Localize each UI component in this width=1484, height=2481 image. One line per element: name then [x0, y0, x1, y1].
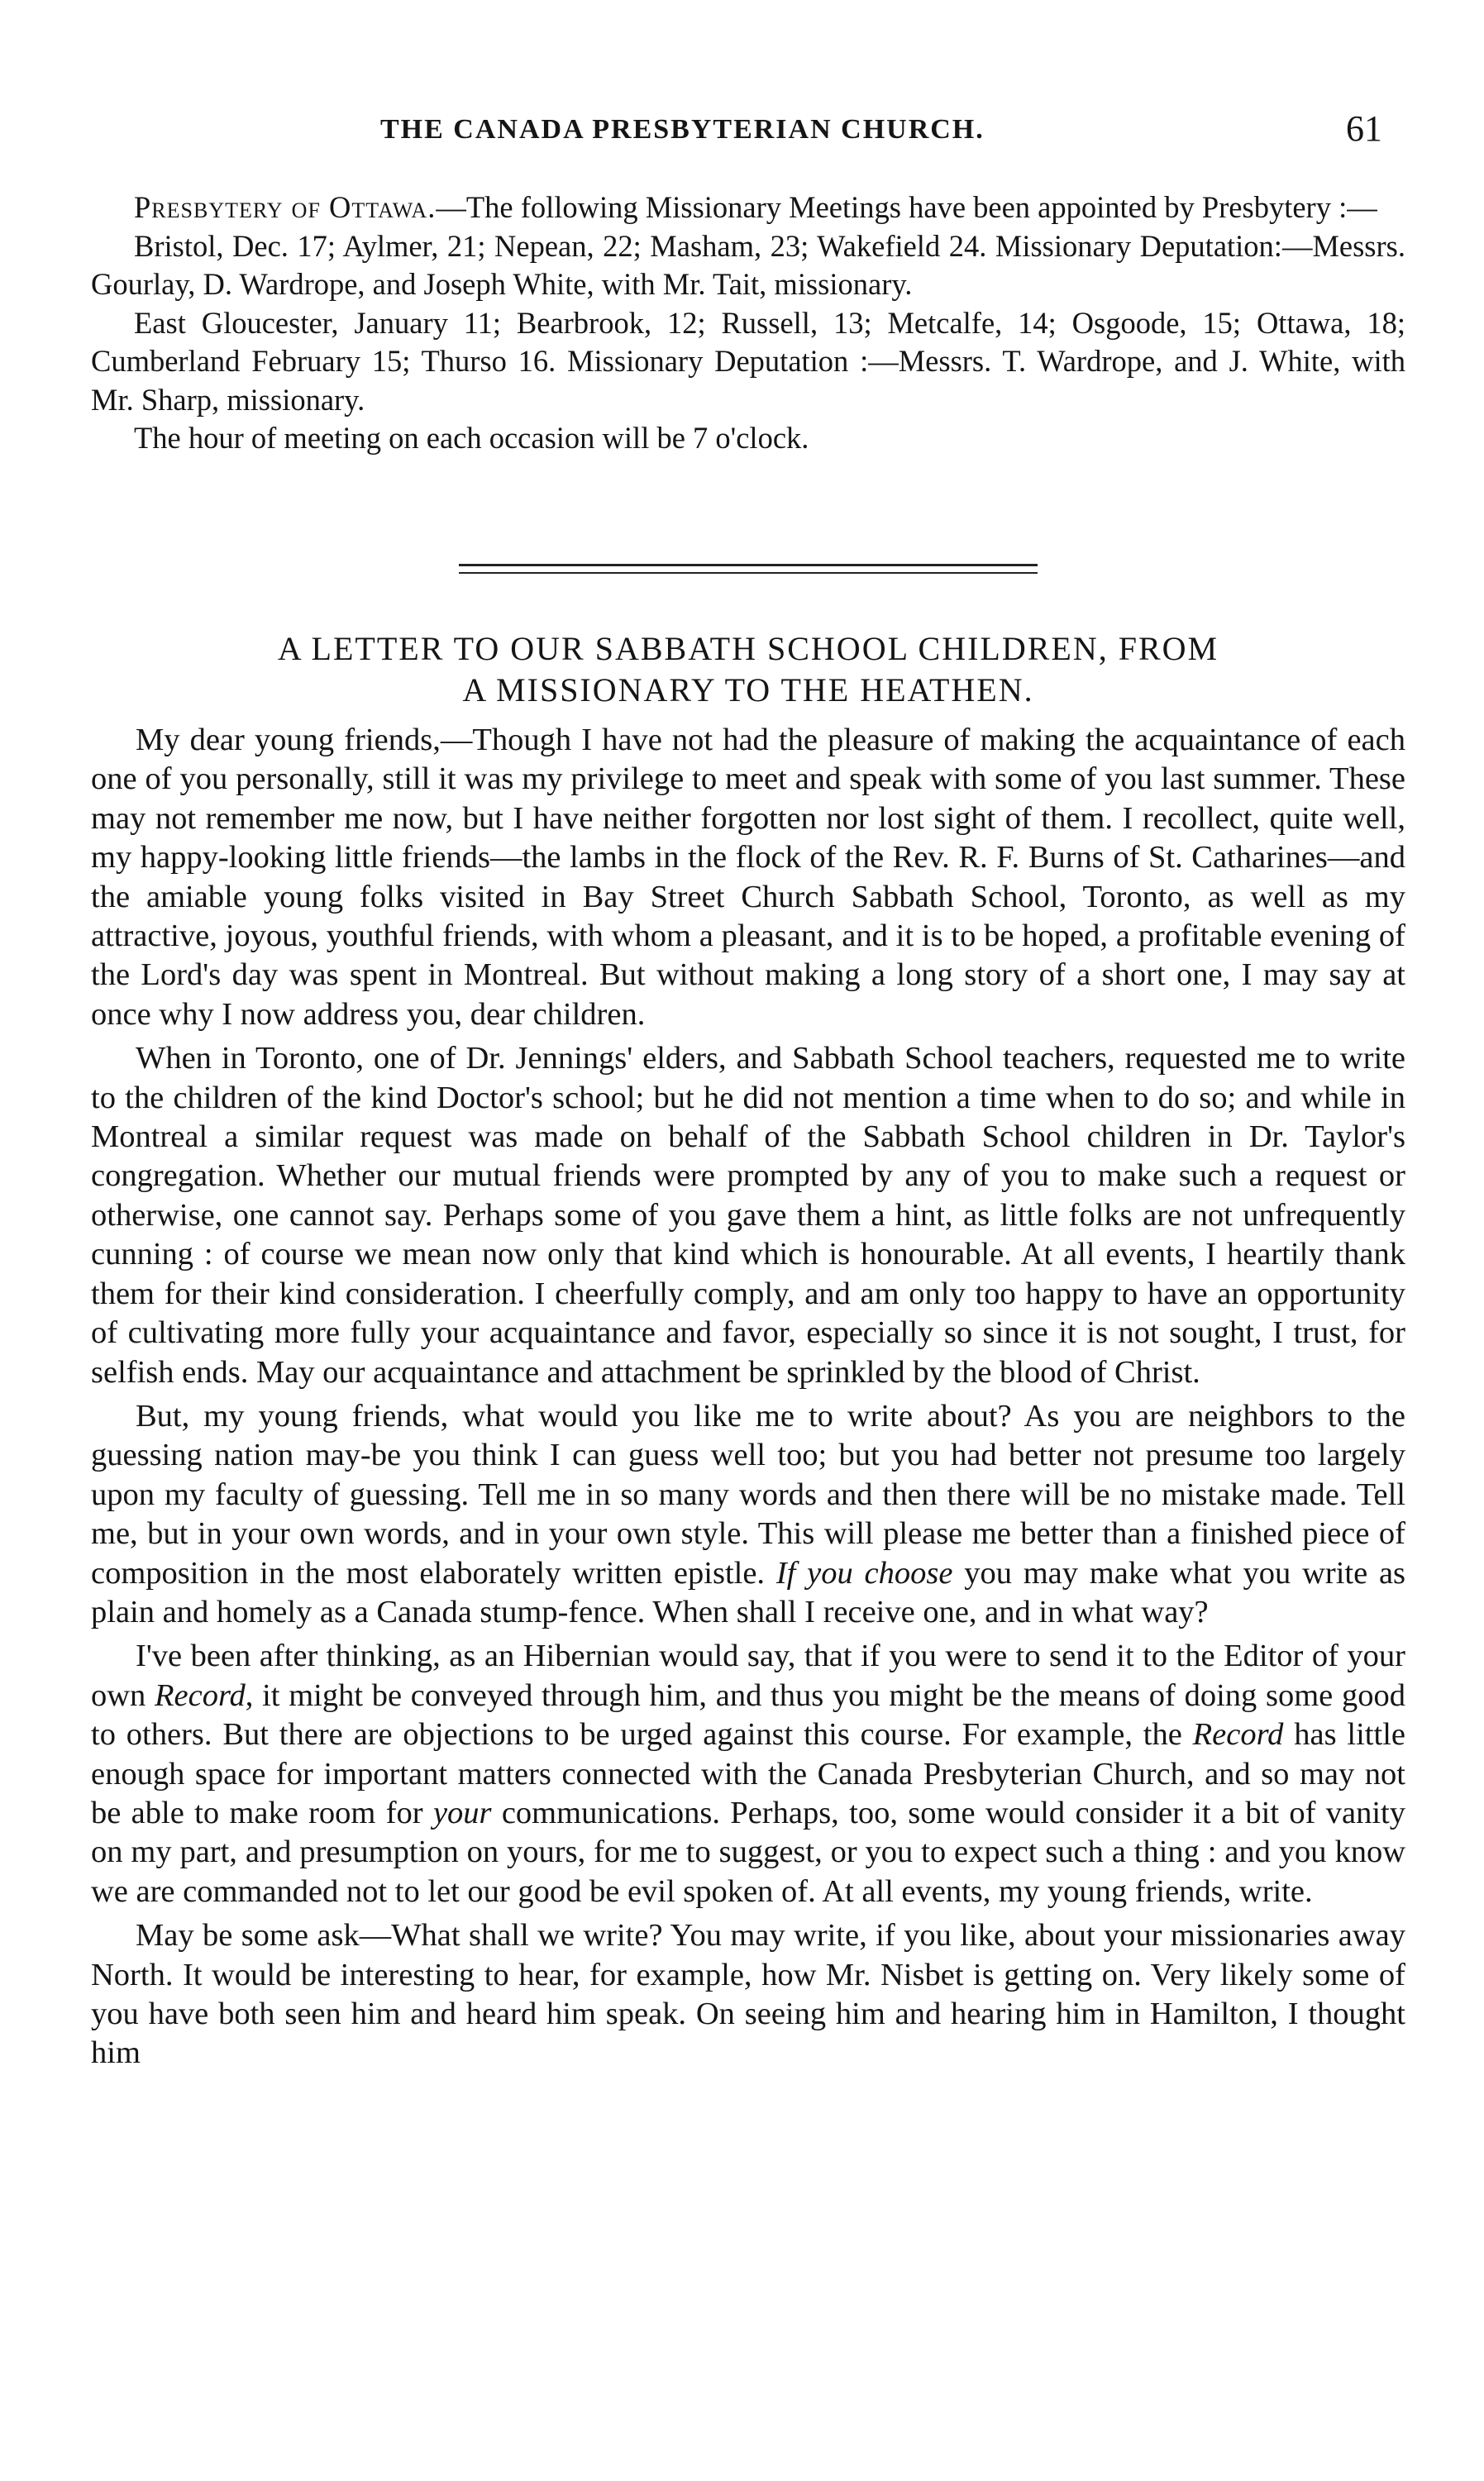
letter-paragraph-4 [91, 1637, 1405, 1911]
notice-heading: Presbytery of Ottawa. [134, 190, 437, 224]
presbytery-notice [91, 188, 1405, 458]
letter-p4-text-a: I've been after thinking, as an Hibernian would say, that if you were to send it to the Editor of your own [91, 1639, 1405, 1713]
notice-intro-paragraph [91, 188, 1405, 227]
letter-p3-text-a: But, my young friends, what would you like me to write about? As you are neighbors to the guessing nation may-be you think I can guess well too; but you had better not presume too largely upon my faculty of guessing. Tell me in so many words and then there will be no mistake made. Tell me, but in your own words, and in your own style. This will please me better than a finished piece of composition in the most elaborately written epistle. [91, 1398, 1405, 1591]
letter-p3-text-b: you may make what you write as plain and homely as a Canada stump-fence. When shall I receive one, and in what way? [91, 1555, 1406, 1629]
notice-paragraph-1: Bristol, Dec. 17; Aylmer, 21; Nepean, 22; Masham, 23; Wakefield 24. Missionary Deputation:—Messrs. Gourlay, D. Wardrope, and Joseph White, with Mr. Tait, missionary. [91, 228, 1405, 301]
letter-body [91, 721, 1405, 2073]
letter-p4-record-1: Record [155, 1677, 246, 1713]
letter-paragraph-5: May be some ask—What shall we write? You may write, if you like, about your missionaries away North. It would be interesting to hear, for example, how Mr. Nisbet is getting on. Very likely some of you have both seen him and heard him speak. On seeing him and hearing him in Hamilton, I thought him [91, 1918, 1405, 2071]
letter-p4-text-b: , it might be conveyed through him, and thus you might be the means of doing some good to others. But there are objections to be urged against this course. For example, the [91, 1677, 1405, 1753]
letter-p4-your: your [432, 1795, 492, 1830]
letter-paragraph-2: When in Toronto, one of Dr. Jennings' elders, and Sabbath School teachers, requested me to write to the children of the kind Doctor's school; but he did not mention a time when to do so; and while in Montreal a similar request was made on behalf of the Sabbath School children in Dr. Taylor's congregation. Whether our mutual friends were prompted by any of you to make such a request or otherwise, one cannot say. Perhaps some of you gave them a hint, as little folks are not unfrequently cunning : of course we mean now only that kind which is honourable. At all events, I heartily thank them for their kind consideration. I cheerfully comply, and am only too happy to have an opportunity of cultivating more fully your acquaintance and favor, especially so since it is not sought, I trust, for selfish ends. May our acquaintance and attachment be sprinkled by the blood of Christ. [91, 1041, 1405, 1390]
book-page [91, 0, 1405, 2481]
divider-rule-top [459, 564, 1038, 566]
page-number: 61 [1346, 108, 1382, 149]
notice-paragraph-3: The hour of meeting on each occasion will be 7 o'clock. [134, 421, 809, 455]
running-header [91, 107, 1405, 157]
letter-paragraph-3 [91, 1397, 1405, 1632]
divider-rule-bottom [459, 572, 1038, 574]
notice-intro: —The following Missionary Meetings have been appointed by Presbytery :— [436, 190, 1377, 224]
letter-p4-record-2: Record [1192, 1717, 1284, 1753]
notice-paragraph-2: East Gloucester, January 11; Bearbrook, 12; Russell, 13; Metcalfe, 14; Osgoode, 15; Ottawa, 18; Cumberland February 15; Thurso 16. Missionary Deputation :—Messrs. T. Wardrope, and J. White, with Mr. Sharp, missionary. [91, 305, 1405, 417]
letter-p4-text-d: communications. Perhaps, too, some would consider it a bit of vanity on my part, and presumption on yours, for me to suggest, or you to expect such a thing : and you know we are commanded not to let our good be evil spoken of. At all events, my young friends, write. [91, 1795, 1405, 1909]
letter-title-line-2: A MISSIONARY TO THE HEATHEN. [462, 671, 1034, 709]
letter-paragraph-1: My dear young friends,—Though I have not had the pleasure of making the acquaintance of each one of you personally, still it was my privilege to meet and speak with some of you last summer. These may not remember me now, but I have neither forgotten nor lost sight of them. I recollect, quite well, my happy-looking little friends—the lambs in the flock of the Rev. R. F. Burns of St. Catharines—and the amiable young folks visited in Bay Street Church Sabbath School, Toronto, as well as my attractive, joyous, youthful friends, with whom a pleasant, and it is to be hoped, a profitable evening of the Lord's day was spent in Montreal. But without making a long story of a short one, I may say at once why I now address you, dear children. [91, 723, 1405, 1032]
letter-title-line-1: A LETTER TO OUR SABBATH SCHOOL CHILDREN, FROM [277, 630, 1219, 667]
running-title: THE CANADA PRESBYTERIAN CHURCH. [380, 114, 985, 145]
letter-p4-text-c: has little enough space for important matters connected with the Canada Presbyterian Church, and so may not be able to make room for [91, 1717, 1405, 1830]
letter-p3-emphasis: If you choose [775, 1555, 953, 1591]
letter-title [91, 628, 1405, 711]
section-divider [459, 562, 1038, 579]
